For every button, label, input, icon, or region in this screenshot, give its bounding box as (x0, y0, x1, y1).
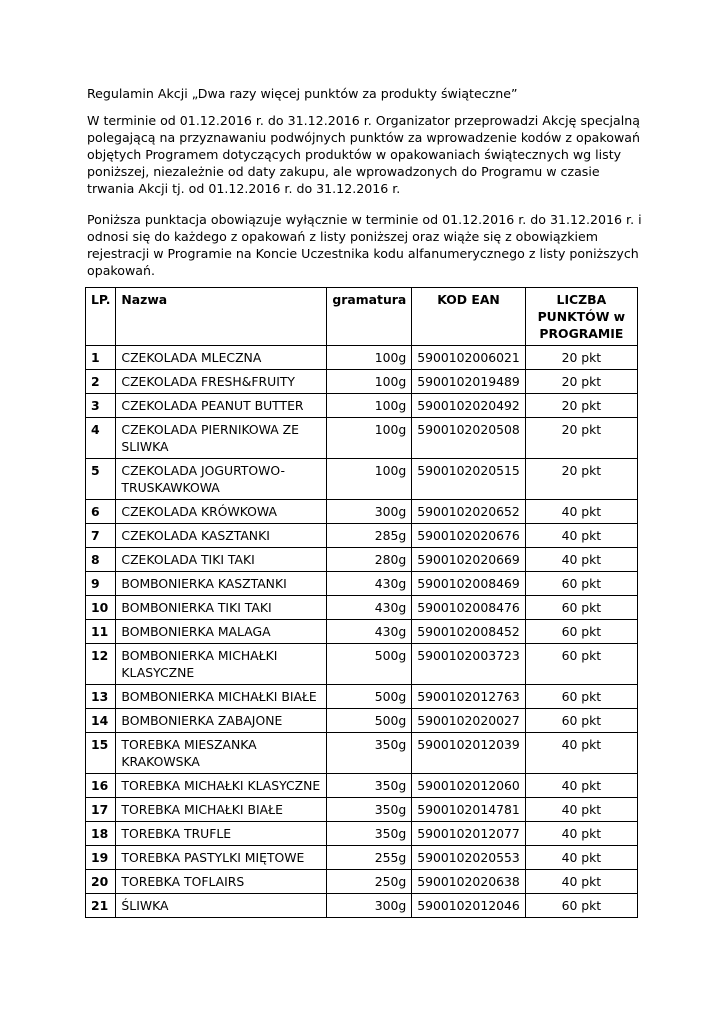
cell-name: CZEKOLADA KRÓWKOWA (116, 500, 327, 524)
cell-points: 60 pkt (525, 894, 637, 918)
cell-lp: 11 (86, 620, 116, 644)
cell-points: 40 pkt (525, 733, 637, 774)
cell-name: BOMBONIERKA KASZTANKI (116, 572, 327, 596)
cell-lp: 13 (86, 685, 116, 709)
table-row (86, 870, 638, 894)
table-row (86, 346, 638, 370)
cell-lp: 21 (86, 894, 116, 918)
cell-points: 40 pkt (525, 500, 637, 524)
cell-points: 40 pkt (525, 822, 637, 846)
cell-points: 40 pkt (525, 846, 637, 870)
table-row (86, 596, 638, 620)
table-row (86, 394, 638, 418)
cell-ean: 5900102012046 (412, 894, 525, 918)
table-row (86, 733, 638, 774)
cell-name: CZEKOLADA PEANUT BUTTER (116, 394, 327, 418)
cell-ean: 5900102020492 (412, 394, 525, 418)
cell-points: 60 pkt (525, 620, 637, 644)
cell-name: ŚLIWKA (116, 894, 327, 918)
cell-points: 60 pkt (525, 644, 637, 685)
header-points: LICZBA PUNKTÓW w PROGRAMIE (525, 288, 637, 346)
cell-lp: 12 (86, 644, 116, 685)
header-ean: KOD EAN (412, 288, 525, 346)
cell-weight: 350g (327, 822, 412, 846)
cell-lp: 7 (86, 524, 116, 548)
cell-weight: 500g (327, 685, 412, 709)
cell-ean: 5900102012060 (412, 774, 525, 798)
table-row (86, 798, 638, 822)
cell-weight: 350g (327, 798, 412, 822)
points-paragraph: Poniższa punktacja obowiązuje wyłącznie w terminie od 01.12.2016 r. do 31.12.2016 r. i odnosi się do każdego z opakowań z listy poniższej oraz wiąże się z obowiązkiem rejestracji w Programie na Koncie Uczestnika kodu alfanumerycznego z listy poniższych opakowań. (87, 212, 642, 278)
cell-points: 20 pkt (525, 459, 637, 500)
table-row (86, 822, 638, 846)
cell-points: 60 pkt (525, 709, 637, 733)
cell-name: TOREBKA PASTYLKI MIĘTOWE (116, 846, 327, 870)
cell-lp: 2 (86, 370, 116, 394)
cell-lp: 20 (86, 870, 116, 894)
cell-name: BOMBONIERKA MICHAŁKI BIAŁE (116, 685, 327, 709)
cell-points: 60 pkt (525, 596, 637, 620)
cell-weight: 300g (327, 500, 412, 524)
cell-lp: 18 (86, 822, 116, 846)
cell-lp: 16 (86, 774, 116, 798)
table-row (86, 370, 638, 394)
cell-name: TOREBKA TOFLAIRS (116, 870, 327, 894)
cell-name: CZEKOLADA KASZTANKI (116, 524, 327, 548)
cell-name: BOMBONIERKA ZABAJONE (116, 709, 327, 733)
cell-lp: 9 (86, 572, 116, 596)
cell-points: 40 pkt (525, 524, 637, 548)
cell-weight: 250g (327, 870, 412, 894)
cell-weight: 350g (327, 774, 412, 798)
cell-ean: 5900102020669 (412, 548, 525, 572)
cell-lp: 17 (86, 798, 116, 822)
table-row (86, 685, 638, 709)
cell-weight: 100g (327, 370, 412, 394)
header-name: Nazwa (116, 288, 327, 346)
cell-ean: 5900102012763 (412, 685, 525, 709)
cell-ean: 5900102003723 (412, 644, 525, 685)
table-row (86, 846, 638, 870)
cell-ean: 5900102020638 (412, 870, 525, 894)
cell-points: 60 pkt (525, 572, 637, 596)
cell-ean: 5900102008452 (412, 620, 525, 644)
cell-name: BOMBONIERKA MICHAŁKI KLASYCZNE (116, 644, 327, 685)
cell-ean: 5900102006021 (412, 346, 525, 370)
cell-points: 20 pkt (525, 346, 637, 370)
cell-weight: 430g (327, 620, 412, 644)
cell-lp: 19 (86, 846, 116, 870)
table-body (86, 346, 638, 918)
cell-weight: 100g (327, 346, 412, 370)
cell-ean: 5900102020027 (412, 709, 525, 733)
cell-name: CZEKOLADA TIKI TAKI (116, 548, 327, 572)
cell-weight: 100g (327, 459, 412, 500)
table-row (86, 709, 638, 733)
table-row (86, 572, 638, 596)
cell-ean: 5900102012039 (412, 733, 525, 774)
cell-ean: 5900102014781 (412, 798, 525, 822)
cell-lp: 6 (86, 500, 116, 524)
table-row (86, 644, 638, 685)
cell-ean: 5900102012077 (412, 822, 525, 846)
cell-name: TOREBKA TRUFLE (116, 822, 327, 846)
cell-weight: 350g (327, 733, 412, 774)
header-lp: LP. (86, 288, 116, 346)
table-row (86, 418, 638, 459)
cell-weight: 500g (327, 644, 412, 685)
cell-weight: 100g (327, 418, 412, 459)
cell-name: CZEKOLADA FRESH&FRUITY (116, 370, 327, 394)
cell-ean: 5900102008476 (412, 596, 525, 620)
cell-weight: 280g (327, 548, 412, 572)
header-weight: gramatura (327, 288, 412, 346)
cell-name: BOMBONIERKA MALAGA (116, 620, 327, 644)
table-row (86, 500, 638, 524)
cell-name: TOREBKA MIESZANKA KRAKOWSKA (116, 733, 327, 774)
table-row (86, 524, 638, 548)
cell-name: TOREBKA MICHAŁKI BIAŁE (116, 798, 327, 822)
cell-points: 40 pkt (525, 774, 637, 798)
cell-ean: 5900102008469 (412, 572, 525, 596)
cell-lp: 15 (86, 733, 116, 774)
cell-ean: 5900102020676 (412, 524, 525, 548)
cell-points: 40 pkt (525, 798, 637, 822)
cell-points: 40 pkt (525, 548, 637, 572)
cell-name: CZEKOLADA JOGURTOWO-TRUSKAWKOWA (116, 459, 327, 500)
intro-paragraph: W terminie od 01.12.2016 r. do 31.12.2016 r. Organizator przeprowadzi Akcję specjalną polegającą na przyznawaniu podwójnych punktów za wprowadzenie kodów z opakowań objętych Programem dotyczących produktów w opakowaniach świątecznych wg listy poniższej, niezależnie od daty zakupu, ale wprowadzonych do Programu w czasie trwania Akcji tj. od 01.12.2016 r. do 31.12.2016 r. (87, 113, 640, 196)
cell-weight: 430g (327, 572, 412, 596)
cell-name: CZEKOLADA MLECZNA (116, 346, 327, 370)
table-row (86, 894, 638, 918)
cell-name: TOREBKA MICHAŁKI KLASYCZNE (116, 774, 327, 798)
cell-name: BOMBONIERKA TIKI TAKI (116, 596, 327, 620)
cell-weight: 430g (327, 596, 412, 620)
cell-ean: 5900102020553 (412, 846, 525, 870)
cell-ean: 5900102019489 (412, 370, 525, 394)
table-row (86, 774, 638, 798)
cell-lp: 10 (86, 596, 116, 620)
cell-points: 40 pkt (525, 870, 637, 894)
cell-lp: 14 (86, 709, 116, 733)
cell-points: 20 pkt (525, 370, 637, 394)
cell-lp: 8 (86, 548, 116, 572)
cell-ean: 5900102020508 (412, 418, 525, 459)
cell-weight: 100g (327, 394, 412, 418)
cell-points: 60 pkt (525, 685, 637, 709)
cell-weight: 300g (327, 894, 412, 918)
cell-weight: 285g (327, 524, 412, 548)
cell-lp: 4 (86, 418, 116, 459)
table-row (86, 620, 638, 644)
cell-points: 20 pkt (525, 394, 637, 418)
cell-ean: 5900102020652 (412, 500, 525, 524)
cell-weight: 255g (327, 846, 412, 870)
table-row (86, 548, 638, 572)
document-title: Regulamin Akcji „Dwa razy więcej punktów za produkty świąteczne” (87, 86, 518, 101)
cell-weight: 500g (327, 709, 412, 733)
products-table (85, 287, 638, 918)
table-header-row (86, 288, 638, 346)
cell-name: CZEKOLADA PIERNIKOWA ZE SLIWKA (116, 418, 327, 459)
table-row (86, 459, 638, 500)
cell-ean: 5900102020515 (412, 459, 525, 500)
cell-points: 20 pkt (525, 418, 637, 459)
cell-lp: 3 (86, 394, 116, 418)
cell-lp: 1 (86, 346, 116, 370)
cell-lp: 5 (86, 459, 116, 500)
